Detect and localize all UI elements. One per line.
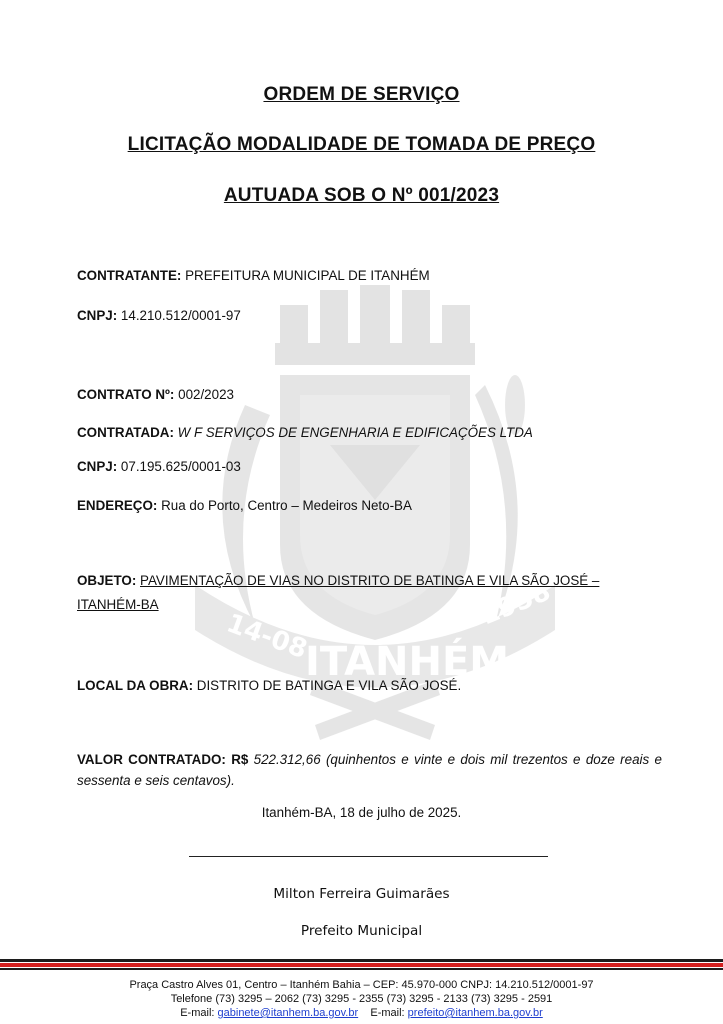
- contratante-label: CONTRATANTE:: [77, 268, 182, 283]
- field-contratante: [77, 268, 430, 283]
- field-contrato: [77, 387, 234, 402]
- objeto-label: OBJETO:: [77, 573, 137, 588]
- field-local-da-obra: [77, 678, 461, 693]
- footer-email-label-1: E-mail:: [180, 1007, 215, 1019]
- footer-divider-top: [0, 959, 723, 962]
- objeto-value-line1: PAVIMENTAÇÃO DE VIAS NO DISTRITO DE BATINGA E VILA SÃO JOSÉ –: [140, 573, 600, 588]
- watermark-city-name: ITANHÉM: [305, 639, 510, 685]
- field-contratada: [77, 425, 533, 440]
- contratada-value: W F SERVIÇOS DE ENGENHARIA E EDIFICAÇÕES LTDA: [177, 425, 533, 440]
- valor-extenso: (quinhentos e vinte e dois mil trezentos e doze reais e sessenta e seis centavos).: [77, 752, 662, 788]
- footer-emails: [0, 1007, 723, 1019]
- local-value: DISTRITO DE BATINGA E VILA SÃO JOSÉ.: [196, 678, 462, 693]
- field-endereco: [77, 498, 412, 513]
- title-autuada: AUTUADA SOB O Nº 001/2023: [223, 185, 500, 206]
- valor-amount: 522.312,66: [253, 752, 321, 767]
- cnpj-contratada-label: CNPJ:: [77, 459, 118, 474]
- field-valor-contratado: [77, 749, 662, 791]
- cnpj-contratante-value: 14.210.512/0001-97: [120, 308, 241, 323]
- local-label: LOCAL DA OBRA:: [77, 678, 194, 693]
- footer-email-label-2: E-mail:: [370, 1007, 405, 1019]
- contratada-label: CONTRATADA:: [77, 425, 174, 440]
- signatory-role: Prefeito Municipal: [300, 923, 423, 939]
- contrato-label: CONTRATO Nº:: [77, 387, 175, 402]
- contrato-value: 002/2023: [178, 387, 234, 402]
- signatory-name: Milton Ferreira Guimarães: [273, 886, 450, 902]
- email-link-gabinete[interactable]: gabinete@itanhem.ba.gov.br: [217, 1007, 359, 1019]
- signature-line: [189, 856, 548, 857]
- field-cnpj-contratada: [77, 459, 241, 474]
- cnpj-contratada-value: 07.195.625/0001-03: [120, 459, 241, 474]
- municipal-crest-watermark: [185, 285, 565, 745]
- watermark-left-date: 14-08: [222, 608, 312, 666]
- field-cnpj-contratante: [77, 308, 241, 323]
- footer-address: Praça Castro Alves 01, Centro – Itanhém Bahia – CEP: 45.970-000 CNPJ: 14.210.512/0001-97: [129, 979, 594, 991]
- title-licitacao: LICITAÇÃO MODALIDADE DE TOMADA DE PREÇO: [127, 134, 596, 155]
- field-objeto: [77, 573, 599, 588]
- email-link-prefeito[interactable]: prefeito@itanhem.ba.gov.br: [407, 1007, 543, 1019]
- valor-label: VALOR CONTRATADO:: [77, 752, 226, 767]
- footer-divider-bottom: [0, 968, 723, 970]
- field-objeto-continued: [77, 597, 159, 612]
- cnpj-contratante-label: CNPJ:: [77, 308, 118, 323]
- contratante-value: PREFEITURA MUNICIPAL DE ITANHÉM: [185, 268, 430, 283]
- objeto-value-line2: ITANHÉM-BA: [77, 597, 159, 612]
- endereco-value: Rua do Porto, Centro – Medeiros Neto-BA: [161, 498, 412, 513]
- footer-divider-red: [0, 963, 723, 967]
- title-ordem-de-servico: ORDEM DE SERVIÇO: [263, 84, 460, 105]
- watermark-year: 1958: [476, 576, 555, 632]
- date-line: Itanhém-BA, 18 de julho de 2025.: [261, 805, 462, 820]
- endereco-label: ENDEREÇO:: [77, 498, 158, 513]
- footer-phones: Telefone (73) 3295 – 2062 (73) 3295 - 2355 (73) 3295 - 2133 (73) 3295 - 2591: [170, 993, 553, 1005]
- valor-currency: R$: [231, 752, 249, 767]
